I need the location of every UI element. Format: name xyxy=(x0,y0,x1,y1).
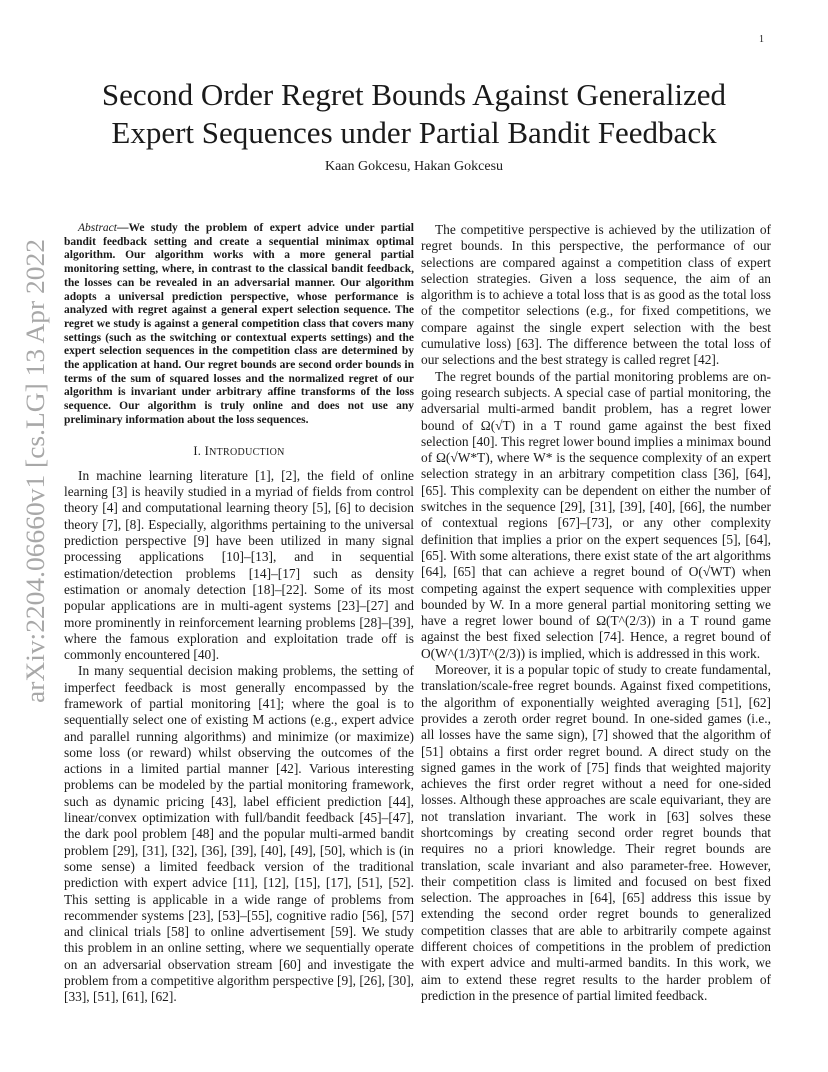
section-heading-introduction xyxy=(64,443,414,461)
paper-authors: Kaan Gokcesu, Hakan Gokcesu xyxy=(324,159,504,174)
right-column xyxy=(421,222,771,1004)
body-paragraph: Moreover, it is a popular topic of study to create fundamental, translation/scale-free regret bounds. Against fixed competitions, the algorithm of exponentially weighted averaging [51], [62] provides a zeroth order regret bound. In one-sided games (i.e., all losses have the same sign), [7] showed that the algorithm of [51] obtains a first order regret bound. A direct study on the signed games in the work of [75] finds that weighted majority achieves the first order regret without a need for one-sided losses. Although these approaches are scale equivariant, they are not translation invariant. The work in [63] solves these shortcomings by creating second order regret bounds that requires no a priori knowledge. Their regret bounds are translation, scale invariant and also parameter-free. However, their competition class is limited and focused on best fixed selection. The approaches in [64], [65] address this issue by extending the second order regret bounds to generalized competition classes that are able to arbitrarily compete against different choices of competitions in the problem of prediction with expert advice and multi-armed bandits. In this work, we aim to extend these regret results to the harder problem of prediction in the presence of partial limited feedback. xyxy=(421,662,771,1003)
arxiv-id: arXiv:2204.06660v1 [cs.LG] 13 Apr 2022 xyxy=(21,263,50,703)
section-numeral: I. xyxy=(193,443,205,458)
page-number: 1 xyxy=(759,34,764,45)
left-column xyxy=(64,222,414,1006)
abstract-text: —We study the problem of expert advice under partial bandit feedback setting and create a sequential minimax optimal algorithm. Our algorithm works with a more general partial monitoring setting, where, in contrast to the classical bandit feedback, the losses can be revealed in an adversarial manner. Our algorithm adopts a universal prediction perspective, whose performance is analyzed with regret against a general expert selection sequence. The regret we study is against a general competition class that covers many settings (such as the switching or contextual experts settings) and the expert selection sequences in the competition class are determined by the application at hand. Our regret bounds are second order bounds in terms of the sum of squared losses and the normalized regret of our algorithm is invariant under arbitrary affine transforms of the loss sequence. Our algorithm is truly online and does not use any preliminary information about the loss sequences. xyxy=(64,222,414,426)
body-paragraph: In many sequential decision making problems, the setting of imperfect feedback is most generally encompassed by the framework of partial monitoring [41]; where the goal is to sequentially select one of existing M actions (e.g., expert advice and parallel running algorithms) and minimize (or maximize) some loss (or reward) whilst observing the outcomes of the actions in a limited partial manner [42]. Various interesting problems can be modeled by the partial monitoring framework, such as dynamic pricing [43], label efficient prediction [44], linear/convex optimization with full/bandit feedback [45]–[47], the dark pool problem [48] and the popular multi-armed bandit problem [29], [31], [32], [36], [39], [40], [49], [50], which is (in some sense) a limited feedback version of the traditional prediction with expert advice [11], [12], [15], [17], [51], [52]. This setting is applicable in a wide range of problems from recommender systems [23], [53]–[55], cognitive radio [56], [57] and clinical trials [58] to online advertisement [59]. We study this problem in an online setting, where we sequentially operate on an adversarial observation stream [60] and investigate the problem from a competitive algorithm perspective [9], [26], [30], [33], [51], [61], [62]. xyxy=(64,663,414,1005)
body-paragraph: The regret bounds of the partial monitoring problems are on-going research subjects. A special case of partial monitoring, the adversarial multi-armed bandit problem, has a regret lower bound of Ω(√T) in a T round game against the best fixed selection [40]. This regret lower bound implies a minimax bound of Ω(√W*T), where W* is the sequence complexity of an expert selection strategy in an arbitrary competition class [36], [64], [65]. This complexity can be dependent on either the number of switches in the sequence [29], [31], [39], [40], [66], the number of contextual regions [67]–[73], or any other complexity definition that implies a prior on the expert sequences [5], [64], [65]. With some alterations, there exist state of the art algorithms [64], [65] that can achieve a regret bound of O(√WT) when competing against the expert sequence with complexities upper bounded by W. In a more general partial monitoring setting we have a regret lower bound of Ω(T^(2/3)) in a T round game against the best fixed selection [74]. Hence, a regret bound of O(W^(1/3)T^(2/3)) is implied, which is addressed in this work. xyxy=(421,368,771,661)
section-title-rest: NTRODUCTION xyxy=(209,446,285,458)
section-initial: I xyxy=(204,443,210,458)
body-paragraph: In machine learning literature [1], [2], the field of online learning [3] is heavily studied in a myriad of fields from control theory [4] and computational learning theory [5], [6] to decision theory [7], [8]. Especially, algorithms pertaining to the universal prediction perspective [9] have been utilized in many signal processing applications [10]–[13], and in sequential estimation/detection problems [14]–[17] such as density estimation or anomaly detection [18]–[22]. Some of its most popular applications are in multi-agent systems [23]–[27] and more prominently in reinforcement learning problems [28]–[39], where the famous exploration and exploitation trade off is commonly encountered [40]. xyxy=(64,467,414,663)
abstract-label: Abstract xyxy=(78,222,117,234)
abstract xyxy=(64,222,414,428)
paper-title: Second Order Regret Bounds Against Generalized Expert Sequences under Partial Bandit Feedback xyxy=(101,77,727,150)
body-paragraph: The competitive perspective is achieved by the utilization of regret bounds. In this perspective, the performance of our selections are compared against a competition class of expert selection strategies. Given a loss sequence, the aim of an algorithm is to achieve a total loss that is as good as the total loss of the competitor selections (e.g., for fixed competitions, we compare against the single expert selection with the best cumulative loss) [63]. The difference between the total loss of our selections and the best strategy is called regret [42]. xyxy=(421,222,771,368)
arxiv-sidebar-stamp xyxy=(12,236,56,706)
